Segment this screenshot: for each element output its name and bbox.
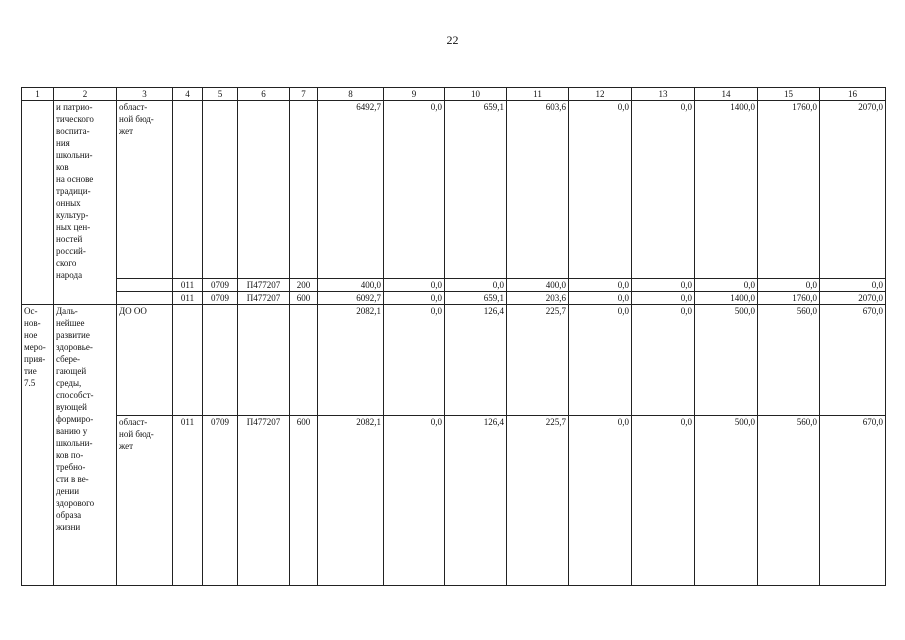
vr-cell: 600 (290, 416, 318, 586)
value-cell: 560,0 (758, 305, 820, 416)
rzpr-cell: 0709 (203, 416, 238, 586)
vr-cell (290, 305, 318, 416)
value-cell: 1760,0 (758, 101, 820, 279)
value-cell: 670,0 (820, 305, 886, 416)
value-cell: 126,4 (445, 305, 507, 416)
value-cell: 0,0 (820, 279, 886, 292)
value-cell: 0,0 (384, 101, 445, 279)
value-cell: 126,4 (445, 416, 507, 586)
executor-cell: област- ной бюд- жет (117, 416, 173, 586)
executor-cell: област- ной бюд- жет (117, 101, 173, 279)
value-cell: 225,7 (507, 305, 569, 416)
header-cell: 6 (238, 88, 290, 101)
value-cell: 0,0 (758, 279, 820, 292)
value-cell: 6092,7 (318, 292, 384, 305)
value-cell: 2070,0 (820, 101, 886, 279)
header-row (22, 88, 886, 101)
table-row (22, 279, 886, 292)
csr-cell: П477207 (238, 416, 290, 586)
rzpr-cell (203, 305, 238, 416)
event-number-cell (22, 101, 54, 305)
event-name-cell: и патрио- тического воспита- ния школьни- ков на основе традици- онных культур- ных цен- ностей россий- ского народа (54, 101, 117, 305)
header-cell: 13 (632, 88, 695, 101)
value-cell: 0,0 (384, 279, 445, 292)
page-number: 22 (446, 33, 459, 47)
budget-table (21, 87, 886, 586)
header-cell: 7 (290, 88, 318, 101)
value-cell: 6492,7 (318, 101, 384, 279)
header-cell: 12 (569, 88, 632, 101)
vr-cell (290, 101, 318, 279)
value-cell: 0,0 (632, 292, 695, 305)
table-row (22, 305, 886, 416)
value-cell: 0,0 (384, 305, 445, 416)
value-cell: 400,0 (507, 279, 569, 292)
value-cell: 603,6 (507, 101, 569, 279)
value-cell: 659,1 (445, 101, 507, 279)
value-cell: 0,0 (632, 279, 695, 292)
header-cell: 5 (203, 88, 238, 101)
executor-cell (117, 279, 173, 292)
header-cell: 2 (54, 88, 117, 101)
vr-cell: 600 (290, 292, 318, 305)
header-cell: 8 (318, 88, 384, 101)
header-cell: 3 (117, 88, 173, 101)
value-cell: 0,0 (569, 279, 632, 292)
executor-cell: ДО ОО (117, 305, 173, 416)
header-cell: 14 (695, 88, 758, 101)
grbs-cell: 011 (173, 292, 203, 305)
value-cell: 2082,1 (318, 305, 384, 416)
header-cell: 16 (820, 88, 886, 101)
value-cell: 500,0 (695, 416, 758, 586)
executor-cell (117, 292, 173, 305)
value-cell: 0,0 (445, 279, 507, 292)
value-cell: 0,0 (569, 292, 632, 305)
value-cell: 2082,1 (318, 416, 384, 586)
rzpr-cell: 0709 (203, 279, 238, 292)
value-cell: 0,0 (569, 101, 632, 279)
value-cell: 203,6 (507, 292, 569, 305)
value-cell: 560,0 (758, 416, 820, 586)
value-cell: 0,0 (569, 416, 632, 586)
value-cell: 400,0 (318, 279, 384, 292)
rzpr-cell (203, 101, 238, 279)
table-row (22, 292, 886, 305)
csr-cell: П477207 (238, 292, 290, 305)
csr-cell: П477207 (238, 279, 290, 292)
csr-cell (238, 101, 290, 279)
value-cell: 0,0 (632, 101, 695, 279)
header-cell: 9 (384, 88, 445, 101)
header-cell: 4 (173, 88, 203, 101)
event-name-cell: Даль- нейшее развитие здоровье- сбере- гающей среды, способст- вующей формиро- ванию у школьни- ков по- требно- сти в ве- дении здорового образа жизни (54, 305, 117, 586)
rzpr-cell: 0709 (203, 292, 238, 305)
grbs-cell: 011 (173, 279, 203, 292)
vr-cell: 200 (290, 279, 318, 292)
value-cell: 0,0 (632, 305, 695, 416)
table-row (22, 416, 886, 586)
value-cell: 500,0 (695, 305, 758, 416)
value-cell: 0,0 (632, 416, 695, 586)
table-row (22, 101, 886, 279)
grbs-cell (173, 101, 203, 279)
value-cell: 225,7 (507, 416, 569, 586)
value-cell: 1400,0 (695, 101, 758, 279)
grbs-cell: 011 (173, 416, 203, 586)
event-number-cell: Ос- нов- ное меро- прия- тие 7.5 (22, 305, 54, 586)
value-cell: 0,0 (695, 279, 758, 292)
header-cell: 10 (445, 88, 507, 101)
value-cell: 659,1 (445, 292, 507, 305)
value-cell: 0,0 (384, 416, 445, 586)
value-cell: 0,0 (384, 292, 445, 305)
value-cell: 2070,0 (820, 292, 886, 305)
header-cell: 11 (507, 88, 569, 101)
csr-cell (238, 305, 290, 416)
value-cell: 1400,0 (695, 292, 758, 305)
header-cell: 1 (22, 88, 54, 101)
value-cell: 0,0 (569, 305, 632, 416)
grbs-cell (173, 305, 203, 416)
value-cell: 1760,0 (758, 292, 820, 305)
header-cell: 15 (758, 88, 820, 101)
value-cell: 670,0 (820, 416, 886, 586)
